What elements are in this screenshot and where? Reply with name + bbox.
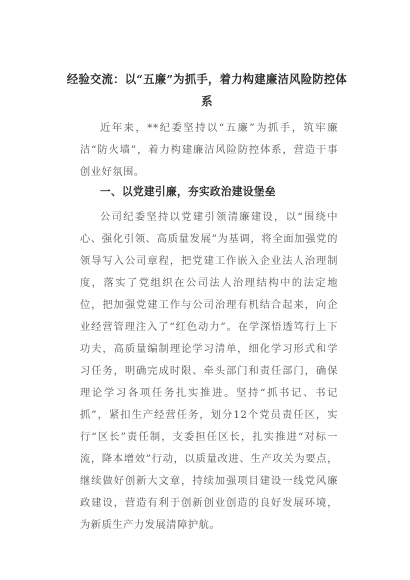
section-heading: 一、以党建引廉，夯实政治建设堡垒 (100, 186, 276, 198)
intro-paragraph: 近年来，**纪委坚持以“五廉”为抓手，筑牢廉洁“防火墙”，着力构建廉洁风险防控体系，营造干事创业好氛围。 (80, 123, 338, 178)
document-title: 经验交流：以“五廉”为抓手，着力构建廉洁风险防控体系 (66, 72, 348, 108)
section-paragraph: 公司纪委坚持以党建引领清廉建设，以“围绕中心、强化引领、高质量发展”为基调，将全面加强党的领导写入公司章程，把党建工作嵌入企业法人治理制度，落实了党组织在公司法人治理结构中的法定地位，把加强党建工作与公司治理有机结合起来，向企业经营管理注入了“红色动力”。在学深悟透笃行上下功夫，高质量编制理论学习清单，细化学习形式和学习任务，明确完成时限、牵头部门和责任部门，确保理论学习各项任务扎实推进。坚持“抓书记、书记抓”，紧扣生产经营任务，划分12个党员责任区，实行“区长”责任制，支委担任区长，扎实推进“对标一流，降本增效”行动，以质量改进、生产攻关为要点，继续做好创新大文章，持续加强项目建设一线党风廉政建设，营造有利于创新创业创造的良好发展环境，为新质生产力发展清障护航。 (80, 212, 338, 531)
